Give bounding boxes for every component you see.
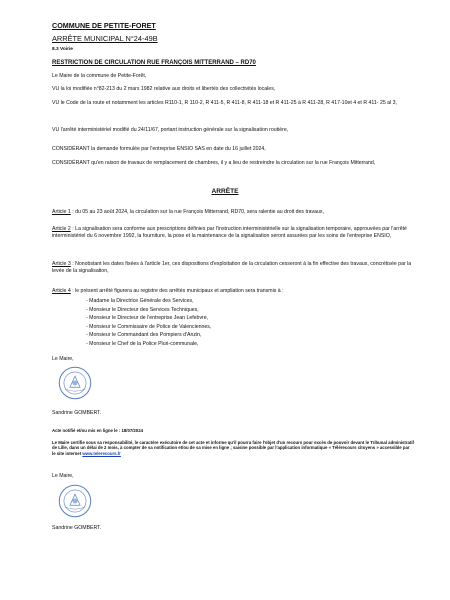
list-item: - Monsieur le Directeur de l'entreprise Jean Lefebvre,	[86, 315, 209, 322]
article-4-text: : le présent arrêté figurera au registre des arrêtés municipaux et ampliation sera transmis à :	[70, 288, 284, 294]
article-3	[52, 261, 414, 274]
article-1	[52, 209, 414, 216]
preamble-vu-code: VU le Code de la route et notamment les articles R110-1, R 110-2, R 411-5, R 411-8, R 411-18 et R 411-25 à R 411-28, R 417-10et 4 et R 411- 25 al 3,	[52, 100, 397, 106]
category-label: 8.3 Voirie	[52, 47, 73, 52]
signature-2-name: Sandrine GOMBERT.	[52, 525, 102, 531]
arrete-title: ARRÊTE	[211, 188, 239, 195]
notification-date: Acte notifié et/ou mis en ligne le : 18/07/2024	[52, 428, 143, 433]
article-2-label: Article 2	[52, 226, 71, 232]
municipal-seal-icon	[58, 484, 92, 518]
preamble-considerant-travaux: CONSIDÉRANT qu'en raison de travaux de remplacement de chambres, il y a lieu de restreindre la circulation sur la rue François Mitterrand,	[52, 160, 376, 166]
article-1-text: : du 05 au 23 août 2024, la circulation sur la rue François Mitterrand, RD70, sera ralentie au droit des travaux,	[70, 209, 324, 215]
telerecours-link[interactable]: www.telerecours.fr	[82, 450, 121, 456]
arrete-number: ARRÊTE MUNICIPAL N°24-49B	[52, 34, 158, 43]
article-4	[52, 288, 414, 295]
article-3-text: : Nonobstant les dates fixées à l'article 1er, ces dispositions d'exploitation de la circulation cesseront à la fin effective des travaux, concrétisée par la levée de la signalisation,	[52, 261, 412, 274]
list-item: - Madame la Directrice Générale des Services,	[86, 298, 194, 304]
preamble-maire: Le Maire de la commune de Petite-Forêt,	[52, 73, 147, 79]
article-2	[52, 226, 414, 239]
signature-2-title: Le Maire,	[52, 473, 74, 479]
preamble-considerant-demande: CONSIDÉRANT la demande formulée par l'entreprise ENSIO SAS en date du 16 juillet 2024,	[52, 146, 266, 152]
commune-name: COMMUNE DE PETITE-FORET	[52, 21, 156, 30]
signature-1-name: Sandrine GOMBERT.	[52, 410, 102, 416]
list-item: - Monsieur le Commandant des Pompiers d'Anzin,	[86, 332, 202, 339]
legal-notice-text: Le Maire certifie sous sa responsabilité, le caractère exécutoire de cet acte et informe qu'il pourra faire l'objet d'un recours pour excès de pouvoir devant le Tribunal administratif de Lille, dans un délai de 2 mois, à compter de sa notification et/ou de sa mise en ligne ; saisine possible par l'application informatique « Télérecours citoyens » accessible par le site internet	[52, 440, 414, 456]
legal-notice	[52, 440, 414, 456]
list-item: - Monsieur le Directeur des Services Techniques,	[86, 306, 199, 313]
document-heading: RESTRICTION DE CIRCULATION RUE FRANÇOIS MITTERRAND – RD70	[52, 60, 256, 66]
recipient-list	[86, 297, 211, 349]
article-1-label: Article 1	[52, 209, 71, 215]
list-item: - Monsieur le Chef de la Police Pluri-communale,	[86, 340, 199, 347]
municipal-seal-icon	[58, 366, 92, 400]
preamble-vu-loi: VU la loi modifiée n°82-213 du 2 mars 1982 relative aux droits et libertés des collectivités locales,	[52, 86, 276, 92]
article-3-label: Article 3	[52, 261, 71, 267]
list-item: - Monsieur le Commissaire de Police de Valenciennes,	[86, 323, 212, 330]
article-4-label: Article 4	[52, 288, 71, 294]
preamble-vu-arrete: VU l'arrêté interministériel modifié du 24/11/67, portant instruction générale sur la signalisation routière,	[52, 127, 289, 133]
signature-1-title: Le Maire,	[52, 356, 74, 362]
article-2-text: : La signalisation sera conforme aux prescriptions définies par l'instruction interministérielle sur la signalisation temporaire, approuvées par l'arrêté interministériel du 6 novembre 1992, la fourniture, la pose et la maintenance de la signalisation seront assurées par les soins de l'entreprise ENSIO,	[52, 226, 407, 239]
